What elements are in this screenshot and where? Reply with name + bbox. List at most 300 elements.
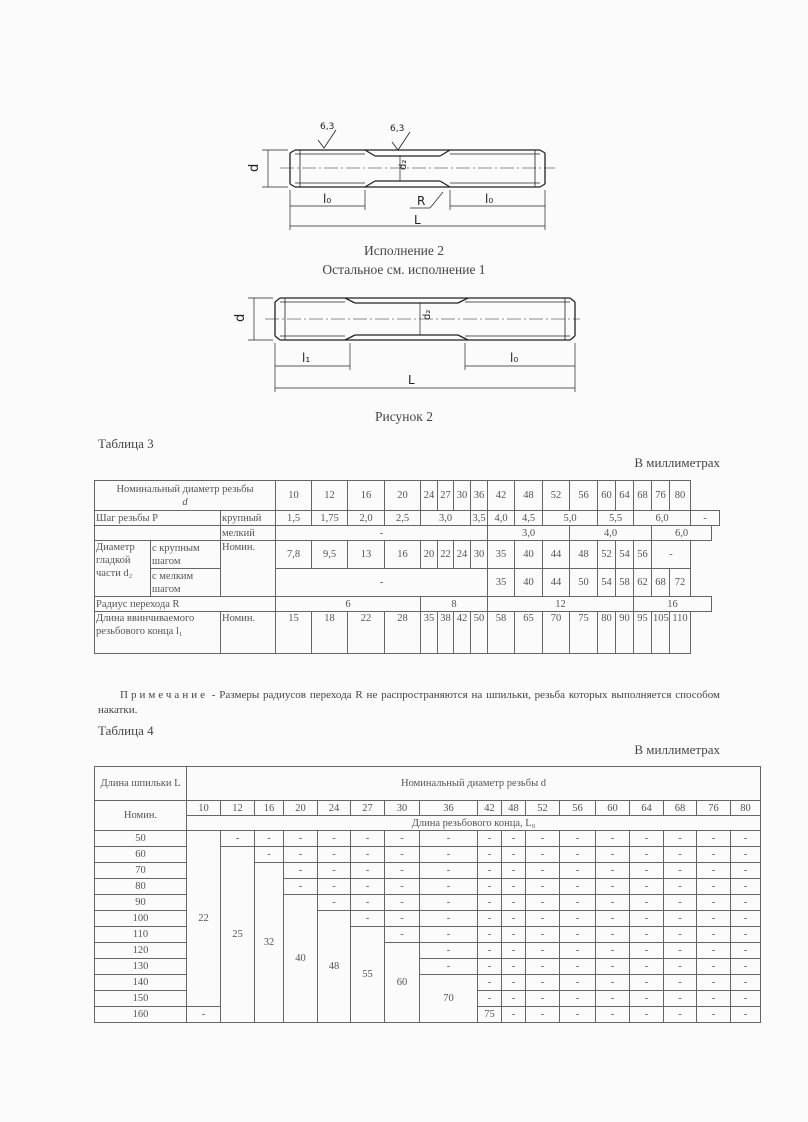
table-cell: 40: [515, 541, 543, 569]
roughness-2: 6,3: [390, 124, 405, 134]
table-cell: 4,5: [515, 511, 543, 526]
table-cell: -: [526, 895, 560, 911]
table-cell: -: [351, 911, 385, 927]
table-cell: -: [318, 847, 351, 863]
t3-radius-label: Радиус перехода R: [95, 597, 276, 612]
table-cell: -: [351, 847, 385, 863]
label-l0-right: l₀: [485, 192, 494, 206]
table-cell: -: [478, 895, 502, 911]
table-cell: 50: [570, 569, 598, 597]
table-cell: -: [478, 975, 502, 991]
t3-d: 48: [515, 481, 543, 511]
table-cell: -: [560, 863, 596, 879]
table-cell: 60: [95, 847, 187, 863]
table-cell: -: [596, 991, 630, 1007]
table-cell: -: [420, 863, 478, 879]
t3-d: 52: [543, 481, 570, 511]
table-cell: -: [318, 895, 351, 911]
t3-d: 24: [421, 481, 438, 511]
table-cell: -: [697, 959, 731, 975]
table-cell: 60: [596, 801, 630, 816]
table-cell: -: [420, 895, 478, 911]
table-cell: -: [478, 879, 502, 895]
table-cell: 1,5: [276, 511, 312, 526]
table-cell: -: [560, 943, 596, 959]
table-cell: -: [560, 1007, 596, 1023]
table-cell: -: [596, 975, 630, 991]
table-cell: -: [385, 831, 420, 847]
table-cell: -: [731, 927, 761, 943]
table-cell: -: [478, 927, 502, 943]
table-cell: 16: [255, 801, 284, 816]
table-cell: -: [630, 991, 664, 1007]
table-cell: -: [630, 847, 664, 863]
table-cell: -: [255, 831, 284, 847]
t3-d: 42: [488, 481, 515, 511]
table-cell: -: [478, 911, 502, 927]
table-cell: -: [664, 927, 697, 943]
table-cell: -: [420, 879, 478, 895]
table-cell: -: [697, 847, 731, 863]
label-l0-2: l₀: [510, 351, 519, 365]
table-cell: -: [731, 975, 761, 991]
table-cell: 35: [488, 569, 515, 597]
table-cell: -: [664, 959, 697, 975]
table-cell: -: [526, 943, 560, 959]
table-cell: -: [560, 927, 596, 943]
table-cell: -: [731, 943, 761, 959]
table-cell: [95, 526, 221, 541]
table-cell: -: [664, 991, 697, 1007]
table-cell: -: [664, 975, 697, 991]
table-cell: -: [664, 943, 697, 959]
table-cell: 72: [670, 569, 691, 597]
table-cell: -: [221, 831, 255, 847]
table-cell: -: [664, 863, 697, 879]
table-cell: -: [697, 927, 731, 943]
table-cell: -: [697, 863, 731, 879]
table-cell: -: [731, 1007, 761, 1023]
table-cell: -: [630, 879, 664, 895]
table-cell: -: [697, 831, 731, 847]
table-cell: 75: [478, 1007, 502, 1023]
table-cell: 90: [95, 895, 187, 911]
table-cell: 25: [221, 847, 255, 1023]
table-cell: -: [630, 943, 664, 959]
table-cell: -: [385, 863, 420, 879]
table-cell: 44: [543, 569, 570, 597]
table-cell: 6: [276, 597, 421, 612]
table-cell: 40: [284, 895, 318, 1023]
table-cell: 3,5: [472, 512, 486, 524]
table-cell: 9,5: [312, 541, 348, 569]
t3-d: 56: [570, 481, 598, 511]
table-cell: 32: [255, 863, 284, 1023]
table-cell: -: [276, 569, 488, 597]
table-cell: -: [731, 863, 761, 879]
table-cell: -: [502, 959, 526, 975]
table-cell: -: [284, 831, 318, 847]
table-cell: 50: [471, 612, 488, 654]
table4-title: Таблица 4: [98, 723, 154, 738]
t3-d: 27: [438, 481, 454, 511]
table-cell: -: [664, 895, 697, 911]
table-cell: -: [691, 511, 720, 526]
table-cell: -: [502, 927, 526, 943]
table-cell: -: [478, 959, 502, 975]
table-cell: 70: [543, 612, 570, 654]
table-cell: -: [502, 847, 526, 863]
table-cell: -: [318, 863, 351, 879]
table-cell: 55: [351, 927, 385, 1023]
label-d: d: [247, 163, 262, 172]
table-cell: -: [697, 1007, 731, 1023]
table-cell: -: [502, 895, 526, 911]
table-cell: 20: [421, 541, 438, 569]
table-cell: 105: [652, 612, 670, 654]
table-cell: -: [385, 879, 420, 895]
table-cell: -: [478, 943, 502, 959]
t4-len-label: Длина шпильки L: [95, 767, 187, 801]
table-cell: 58: [488, 612, 515, 654]
table-cell: 28: [385, 612, 421, 654]
table-cell: 35: [421, 612, 438, 654]
table-cell: 2,0: [348, 511, 385, 526]
table-cell: -: [351, 895, 385, 911]
table-cell: 70: [420, 975, 478, 1023]
table-cell: -: [526, 927, 560, 943]
table-cell: -: [385, 911, 420, 927]
table-cell: 58: [616, 569, 634, 597]
stud-drawing-2: [230, 290, 580, 400]
table-cell: -: [664, 831, 697, 847]
table-cell: 35: [488, 541, 515, 569]
table-cell: 8: [421, 597, 488, 612]
table-cell: 5,0: [543, 511, 598, 526]
table-cell: -: [351, 879, 385, 895]
t3-smooth-fine: с мелким шагом: [151, 569, 221, 597]
table-cell: -: [420, 831, 478, 847]
t3-d: 80: [670, 481, 691, 511]
table-cell: -: [560, 847, 596, 863]
table-cell: -: [502, 975, 526, 991]
table-cell: -: [560, 879, 596, 895]
table3-units: В миллиметрах: [634, 455, 720, 470]
table-cell: 68: [652, 569, 670, 597]
table-cell: 40: [515, 569, 543, 597]
table-cell: 80: [598, 612, 616, 654]
table-cell: -: [731, 991, 761, 1007]
label-l0-left: l₀: [323, 192, 332, 206]
t3-header-diam: Номинальный диаметр резьбы d: [95, 481, 276, 511]
table-cell: 24: [318, 801, 351, 816]
table-cell: -: [420, 943, 478, 959]
table-cell: 75: [570, 612, 598, 654]
table-cell: -: [596, 911, 630, 927]
table-cell: -: [502, 991, 526, 1007]
table-cell: 52: [526, 801, 560, 816]
table-cell: -: [478, 847, 502, 863]
table-cell: 12: [221, 801, 255, 816]
table-cell: 22: [187, 831, 221, 1007]
t3-d: 30: [454, 481, 471, 511]
t4-diam-label: Номинальный диаметр резьбы d: [187, 767, 761, 801]
table-cell: -: [420, 911, 478, 927]
table-cell: 150: [95, 991, 187, 1007]
table-cell: -: [560, 831, 596, 847]
table-cell: -: [697, 911, 731, 927]
table-cell: 80: [731, 801, 761, 816]
table-cell: -: [502, 831, 526, 847]
table-cell: -: [276, 526, 488, 541]
table-cell: -: [596, 863, 630, 879]
table-cell: -: [731, 831, 761, 847]
table-cell: 42: [478, 801, 502, 816]
table-cell: -: [351, 863, 385, 879]
roughness-1: 6,3: [320, 122, 335, 132]
table-cell: -: [351, 831, 385, 847]
table-cell: 100: [95, 911, 187, 927]
label-l1: l₁: [302, 351, 311, 365]
table-cell: 52: [598, 541, 616, 569]
table-cell: -: [697, 975, 731, 991]
table-cell: -: [385, 847, 420, 863]
table-cell: -: [731, 879, 761, 895]
label-d2: d₂: [398, 159, 409, 170]
t3-d: 10: [276, 481, 312, 511]
table-cell: -: [596, 895, 630, 911]
stud-drawing-1: [240, 120, 560, 235]
table-cell: 70: [95, 863, 187, 879]
label-d2-2: d₂: [422, 309, 433, 320]
table4: [94, 766, 761, 1023]
table-cell: Номин.: [221, 612, 276, 654]
table-cell: 16: [634, 597, 712, 612]
t3-d: 36: [471, 481, 488, 511]
t3-smooth-coarse: с крупным шагом: [151, 541, 221, 569]
table-cell: -: [502, 863, 526, 879]
table-cell: -: [731, 847, 761, 863]
table-cell: -: [385, 927, 420, 943]
table-cell: -: [526, 911, 560, 927]
t3-d: 64: [616, 481, 634, 511]
table-cell: -: [697, 943, 731, 959]
caption-figure-2: Рисунок 2: [375, 409, 433, 424]
table-cell: 68: [664, 801, 697, 816]
table-cell: 54: [598, 569, 616, 597]
table-cell: 44: [543, 541, 570, 569]
table-cell: -: [284, 847, 318, 863]
table-cell: 50: [95, 831, 187, 847]
table-cell: -: [502, 879, 526, 895]
label-d-2: d: [233, 313, 248, 322]
table3: [94, 480, 720, 654]
table-cell: 4,0: [488, 511, 515, 526]
table-cell: -: [284, 879, 318, 895]
label-L: L: [414, 213, 421, 227]
table-cell: 6,0: [634, 511, 691, 526]
table-cell: -: [697, 895, 731, 911]
table-cell: -: [526, 831, 560, 847]
table-cell: -: [526, 879, 560, 895]
table-cell: -: [630, 959, 664, 975]
t3-pitch-label: Шаг резьбы P: [95, 511, 221, 526]
table-cell: 15: [276, 612, 312, 654]
label-L-2: L: [408, 373, 415, 387]
table-cell: 36: [420, 801, 478, 816]
table-cell: -: [420, 927, 478, 943]
table-cell: 3,0: [421, 511, 471, 526]
table-cell: 4,0: [570, 526, 652, 541]
table-cell: -: [502, 943, 526, 959]
table-cell: 62: [634, 569, 652, 597]
table-cell: 20: [284, 801, 318, 816]
table-cell: -: [187, 1007, 221, 1023]
table-cell: 76: [697, 801, 731, 816]
table-cell: -: [420, 847, 478, 863]
table-cell: -: [731, 959, 761, 975]
t3-nomin: Номин.: [221, 541, 276, 597]
table-cell: -: [502, 1007, 526, 1023]
caption-execution-2: Исполнение 2: [363, 243, 445, 258]
table-cell: 120: [95, 943, 187, 959]
table-cell: -: [664, 847, 697, 863]
table-cell: 7,8: [276, 541, 312, 569]
table-cell: -: [526, 1007, 560, 1023]
table-cell: 18: [312, 612, 348, 654]
table-cell: -: [596, 1007, 630, 1023]
table-cell: -: [255, 847, 284, 863]
table-cell: -: [526, 847, 560, 863]
table-cell: -: [318, 879, 351, 895]
table-cell: 22: [438, 541, 454, 569]
table-cell: -: [596, 879, 630, 895]
table-cell: 2,5: [385, 511, 421, 526]
table-cell: 110: [95, 927, 187, 943]
table-cell: -: [630, 927, 664, 943]
table3-title: Таблица 3: [98, 436, 154, 451]
t4-sub-label: Длина резьбового конца, L₀: [187, 816, 761, 831]
table-cell: 48: [318, 911, 351, 1023]
table-cell: 56: [634, 541, 652, 569]
table-cell: 16: [385, 541, 421, 569]
table-cell: 56: [560, 801, 596, 816]
table-cell: -: [630, 975, 664, 991]
table-cell: -: [697, 879, 731, 895]
table-cell: -: [502, 911, 526, 927]
table-cell: -: [420, 959, 478, 975]
t4-nomin: Номин.: [95, 801, 187, 831]
table-cell: -: [731, 911, 761, 927]
table-cell: -: [478, 991, 502, 1007]
table-cell: 1,75: [312, 511, 348, 526]
table-cell: -: [560, 895, 596, 911]
table-cell: -: [630, 1007, 664, 1023]
table-cell: 10: [187, 801, 221, 816]
table-cell: 5,5: [598, 511, 634, 526]
table-cell: 95: [634, 612, 652, 654]
table-cell: 22: [348, 612, 385, 654]
table-cell: 48: [502, 801, 526, 816]
table-cell: -: [526, 863, 560, 879]
table-cell: -: [560, 911, 596, 927]
t3-smooth-label: Диаметр гладкой части d₂: [95, 541, 151, 597]
table-cell: 80: [95, 879, 187, 895]
note: Примечание - Размеры радиусов перехода R не распространяются на шпильки, резьба которых выполняется способом накатки.: [98, 689, 720, 716]
table-cell: 42: [454, 612, 471, 654]
label-R: R: [417, 194, 426, 208]
table-cell: -: [630, 895, 664, 911]
table-cell: 54: [616, 541, 634, 569]
table-cell: -: [596, 943, 630, 959]
table-cell: 30: [385, 801, 420, 816]
table-cell: 6,0: [652, 526, 712, 541]
table-cell: -: [630, 911, 664, 927]
table-cell: -: [284, 863, 318, 879]
t3-d: 16: [348, 481, 385, 511]
table-cell: -: [478, 831, 502, 847]
t3-coarse-label: крупный: [221, 511, 276, 526]
t3-d: 20: [385, 481, 421, 511]
table-cell: -: [560, 975, 596, 991]
table-cell: 60: [385, 943, 420, 1023]
table-cell: 13: [348, 541, 385, 569]
t3-length-label: Длина ввинчиваемого резьбового конца l₁: [95, 612, 221, 654]
table-cell: -: [526, 959, 560, 975]
table-cell: -: [664, 879, 697, 895]
table-cell: -: [596, 831, 630, 847]
table-cell: 140: [95, 975, 187, 991]
table-cell: -: [596, 927, 630, 943]
table-cell: -: [697, 991, 731, 1007]
table-cell: -: [630, 831, 664, 847]
table-cell: 48: [570, 541, 598, 569]
table-cell: -: [526, 975, 560, 991]
table-cell: 65: [515, 612, 543, 654]
table-cell: -: [652, 541, 691, 569]
t3-d: 68: [634, 481, 652, 511]
table-cell: 110: [670, 612, 691, 654]
t3-fine-label: мелкий: [221, 526, 276, 541]
table-cell: -: [596, 959, 630, 975]
caption-rest: Остальное см. исполнение 1: [322, 262, 486, 277]
table-cell: -: [385, 895, 420, 911]
t3-d: 76: [652, 481, 670, 511]
table-cell: 24: [454, 541, 471, 569]
table-cell: 27: [351, 801, 385, 816]
table-cell: -: [560, 959, 596, 975]
table-cell: -: [478, 863, 502, 879]
table-cell: -: [664, 1007, 697, 1023]
table-cell: 160: [95, 1007, 187, 1023]
table-cell: 64: [630, 801, 664, 816]
table-cell: -: [596, 847, 630, 863]
table-cell: 3,0: [488, 526, 570, 541]
table-cell: -: [560, 991, 596, 1007]
table-cell: 90: [616, 612, 634, 654]
table4-units: В миллиметрах: [634, 742, 720, 757]
table-cell: 130: [95, 959, 187, 975]
t3-d: 60: [598, 481, 616, 511]
table-cell: 30: [471, 541, 488, 569]
table-cell: -: [664, 911, 697, 927]
table-cell: -: [526, 991, 560, 1007]
table-cell: -: [630, 863, 664, 879]
table-cell: 38: [438, 612, 454, 654]
table-cell: 12: [488, 597, 634, 612]
table-cell: -: [731, 895, 761, 911]
t3-d: 12: [312, 481, 348, 511]
